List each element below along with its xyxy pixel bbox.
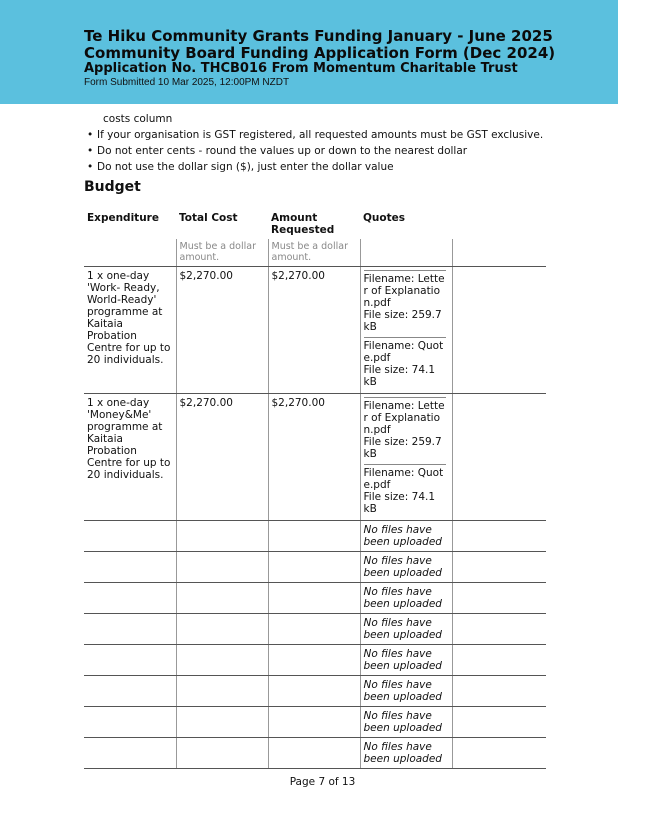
table-row [84, 738, 546, 769]
empty-cell [84, 583, 176, 614]
no-files-message: No files have been uploaded [360, 583, 452, 614]
file-attachment[interactable] [364, 397, 446, 462]
empty-cell [268, 521, 360, 552]
application-number: Application No. THCB016 From Momentum Charitable Trust [84, 61, 518, 76]
no-files-message: No files have been uploaded [360, 738, 452, 769]
no-files-message: No files have been uploaded [360, 645, 452, 676]
table-row [84, 707, 546, 738]
hint-cell [452, 239, 546, 267]
expenditure-cell: 1 x one-day 'Money&Me' programme at Kaitaia Probation Centre for up to 20 individuals. [84, 394, 176, 521]
file-name: Filename: Quote.pdf [363, 467, 444, 491]
file-attachment[interactable] [364, 464, 446, 517]
amount-requested-cell: $2,270.00 [268, 267, 360, 394]
hint-total-cost: Must be a dollar amount. [176, 239, 268, 267]
file-name: Filename: Letter of Explanation.pdf [363, 273, 445, 309]
instruction-bullet: • If your organisation is GST registered, all requested amounts must be GST exclusive. [84, 127, 543, 143]
budget-table [84, 208, 546, 769]
table-header-row [84, 208, 546, 239]
table-row [84, 267, 546, 394]
no-files-message: No files have been uploaded [360, 614, 452, 645]
file-attachment[interactable] [364, 337, 446, 390]
submitted-timestamp: Form Submitted 10 Mar 2025, 12:00PM NZDT [84, 77, 290, 88]
empty-cell [176, 645, 268, 676]
empty-cell [176, 707, 268, 738]
blank-cell [452, 707, 546, 738]
instruction-bullet: • Do not enter cents - round the values up or down to the nearest dollar [84, 143, 543, 159]
empty-cell [176, 521, 268, 552]
column-header-total-cost: Total Cost [179, 212, 238, 224]
file-attachment[interactable] [364, 270, 446, 335]
empty-cell [268, 738, 360, 769]
column-header-quotes: Quotes [363, 212, 406, 224]
page-number: Page 7 of 13 [289, 776, 356, 788]
table-row [84, 394, 546, 521]
empty-cell [84, 645, 176, 676]
column-header-expenditure: Expenditure [87, 212, 159, 224]
table-row [84, 645, 546, 676]
table-row [84, 676, 546, 707]
quotes-cell [360, 394, 452, 521]
empty-cell [84, 676, 176, 707]
blank-cell [452, 738, 546, 769]
amount-requested-cell: $2,270.00 [268, 394, 360, 521]
file-size: File size: 259.7 kB [363, 436, 442, 460]
header-title-line1: Te Hiku Community Grants Funding January - June 2025 [84, 27, 553, 45]
empty-cell [268, 583, 360, 614]
no-files-message: No files have been uploaded [360, 552, 452, 583]
blank-cell [452, 676, 546, 707]
column-header-blank [452, 208, 546, 239]
empty-cell [268, 552, 360, 583]
empty-cell [176, 676, 268, 707]
hint-row [84, 239, 546, 267]
instruction-bullet: • Do not use the dollar sign ($), just enter the dollar value [84, 159, 543, 175]
file-size: File size: 74.1 kB [363, 491, 436, 515]
blank-cell [452, 645, 546, 676]
file-name: Filename: Letter of Explanation.pdf [363, 400, 445, 436]
instructions [84, 111, 543, 175]
column-header-amount-requested: Amount Requested [271, 212, 335, 236]
hint-amount-requested: Must be a dollar amount. [268, 239, 360, 267]
budget-heading: Budget [84, 179, 141, 195]
empty-cell [176, 738, 268, 769]
expenditure-cell: 1 x one-day 'Work- Ready, World-Ready' programme at Kaitaia Probation Centre for up to 20 individuals. [84, 267, 176, 394]
file-name: Filename: Quote.pdf [363, 340, 444, 364]
hint-cell [84, 239, 176, 267]
blank-cell [452, 521, 546, 552]
empty-cell [176, 583, 268, 614]
empty-cell [268, 676, 360, 707]
empty-cell [268, 645, 360, 676]
total-cost-cell: $2,270.00 [176, 394, 268, 521]
file-size: File size: 259.7 kB [363, 309, 442, 333]
no-files-message: No files have been uploaded [360, 521, 452, 552]
header-title-line2: Community Board Funding Application Form (Dec 2024) [84, 44, 556, 62]
table-row [84, 583, 546, 614]
blank-cell [452, 394, 546, 521]
blank-cell [452, 583, 546, 614]
blank-cell [452, 267, 546, 394]
file-size: File size: 74.1 kB [363, 364, 436, 388]
total-cost-cell: $2,270.00 [176, 267, 268, 394]
quotes-cell [360, 267, 452, 394]
empty-cell [176, 552, 268, 583]
form-header [0, 0, 618, 104]
blank-cell [452, 552, 546, 583]
empty-cell [268, 707, 360, 738]
empty-cell [84, 738, 176, 769]
empty-cell [268, 614, 360, 645]
empty-cell [84, 521, 176, 552]
hint-cell [360, 239, 452, 267]
empty-cell [84, 707, 176, 738]
table-row [84, 552, 546, 583]
empty-cell [176, 614, 268, 645]
instruction-continuation: costs column [103, 113, 173, 125]
empty-cell [84, 552, 176, 583]
no-files-message: No files have been uploaded [360, 676, 452, 707]
table-row [84, 614, 546, 645]
table-row [84, 521, 546, 552]
no-files-message: No files have been uploaded [360, 707, 452, 738]
empty-cell [84, 614, 176, 645]
blank-cell [452, 614, 546, 645]
